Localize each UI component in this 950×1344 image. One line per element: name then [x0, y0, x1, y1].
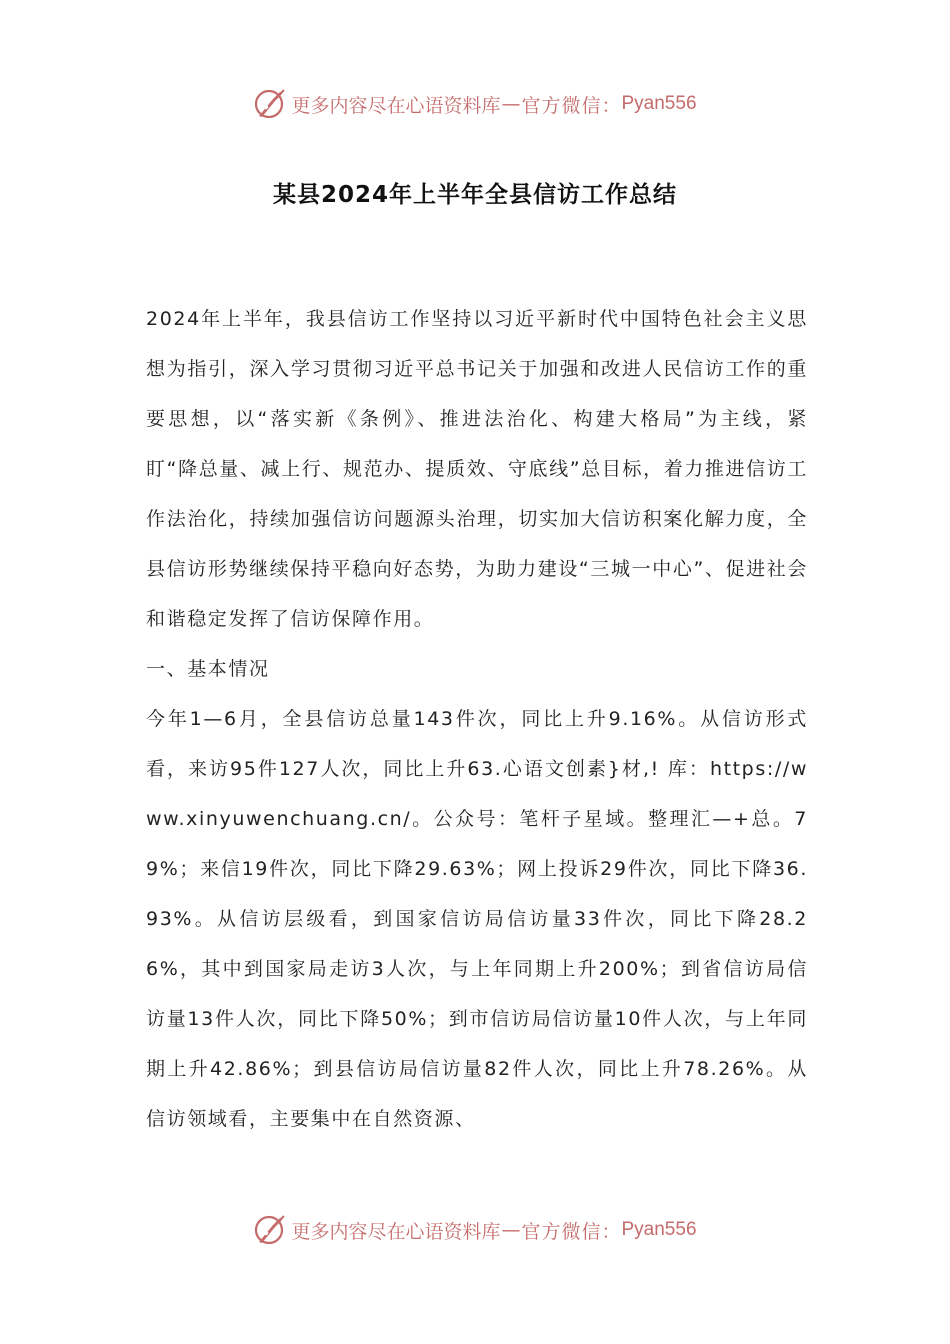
watermark-brand: 更多内容尽在心语资料库 — [291, 94, 501, 117]
intro-paragraph: 2024年上半年，我县信访工作坚持以习近平新时代中国特色社会主义思想为指引，深入学习贯彻习近平总书记关于加强和改进人民信访工作的重要思想，以“落实新《条例》、推进法治化、构建大格局”为主线，紧盯“降总量、减上行、规范办、提质效、守底线”总目标，着力推进信访工作法治化，持续加强信访问题源头治理，切实加大信访积案化解力度，全县信访形势继续保持平稳向好态势，为助力建设“三城一中心”、促进社会和谐稳定发挥了信访保障作用。 — [146, 308, 808, 630]
watermark-wechat-id: Pyan556 — [621, 1219, 697, 1240]
watermark-separator: — — [501, 93, 521, 115]
quill-pen-circle-icon — [253, 87, 287, 121]
watermark-official-label: 官方微信： — [521, 94, 622, 117]
document-title: 某县2024年上半年全县信访工作总结 — [272, 182, 677, 208]
watermark-official-label: 官方微信： — [521, 1220, 622, 1243]
statistics-paragraph: 今年1—6月，全县信访总量143件次，同比上升9.16%。从信访形式看，来访95件127人次，同比上升63.心语文创素}材,! 库：https://www.xinyuwenchuang.cn/。公众号：笔杆子星域。整理汇—+总。79%；来信19件次，同比下降29.63%；网上投诉29件次，同比下降36.93%。从信访层级看，到国家信访局信访量33件次，同比下降28.26%，其中到国家局走访3人次，与上年同期上升200%；到省信访局信访量13件人次，同比下降50%；到市信访局信访量10件人次，与上年同期上升42.86%；到县信访局信访量82件人次，同比上升78.26%。从信访领域看，主要集中在自然资源、 — [146, 708, 808, 1130]
quill-pen-circle-icon — [253, 1213, 287, 1247]
watermark-brand: 更多内容尽在心语资料库 — [291, 1220, 501, 1243]
watermark-separator: — — [501, 1219, 521, 1241]
header-watermark — [0, 84, 950, 124]
section-heading-basic-situation: 一、基本情况 — [146, 658, 270, 680]
document-body — [146, 294, 808, 1144]
footer-watermark — [0, 1210, 950, 1250]
watermark-wechat-id: Pyan556 — [621, 93, 697, 114]
